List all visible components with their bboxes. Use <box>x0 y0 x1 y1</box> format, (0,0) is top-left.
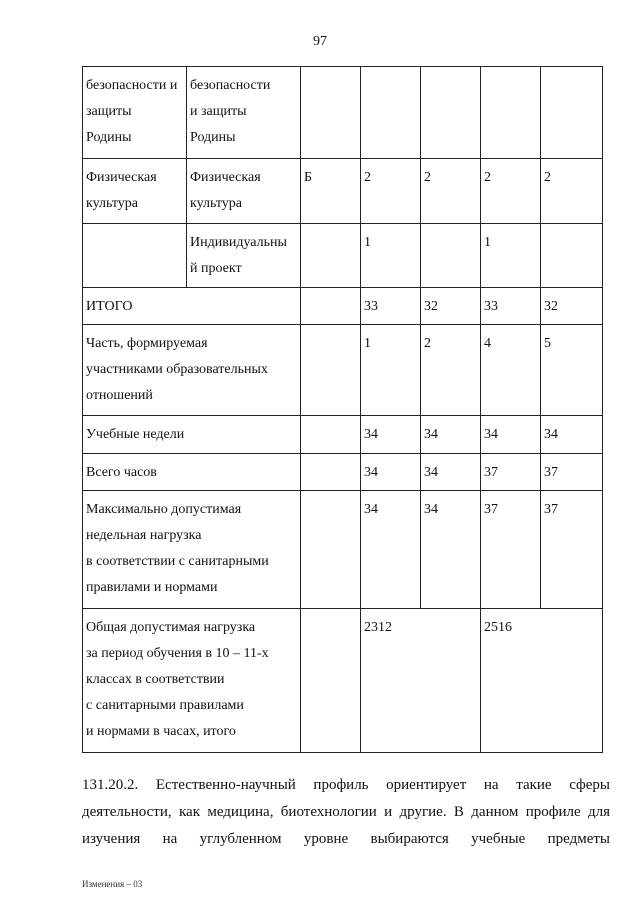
hours-cell: 2 <box>421 325 481 416</box>
hours-cell: 2516 <box>481 609 603 753</box>
hours-cell: 2 <box>541 159 603 224</box>
level-cell <box>301 67 361 159</box>
hours-cell: 34 <box>481 416 541 454</box>
part-formed-label: Часть, формируемая участниками образовательных отношений <box>83 325 301 416</box>
hours-cell <box>541 224 603 288</box>
hours-cell: 32 <box>541 288 603 325</box>
curriculum-table <box>82 66 603 753</box>
hours-cell: 4 <box>481 325 541 416</box>
hours-cell: 5 <box>541 325 603 416</box>
part-formed-row <box>83 325 603 416</box>
hours-cell: 37 <box>481 454 541 491</box>
hours-cell <box>541 67 603 159</box>
level-cell <box>301 609 361 753</box>
study-weeks-row <box>83 416 603 454</box>
hours-cell: 34 <box>421 416 481 454</box>
hours-cell: 2 <box>421 159 481 224</box>
table-row <box>83 224 603 288</box>
page-number: 97 <box>313 34 327 49</box>
level-cell <box>301 416 361 454</box>
hours-cell: 2 <box>361 159 421 224</box>
level-cell <box>301 491 361 609</box>
max-load-row <box>83 491 603 609</box>
hours-cell: 37 <box>481 491 541 609</box>
footer-note: Изменения – 03 <box>82 879 143 889</box>
table-row <box>83 159 603 224</box>
level-cell: Б <box>301 159 361 224</box>
level-cell <box>301 224 361 288</box>
hours-cell: 1 <box>481 224 541 288</box>
hours-cell <box>481 67 541 159</box>
hours-cell: 32 <box>421 288 481 325</box>
subject-area-cell: безопасности и защиты Родины <box>83 67 187 159</box>
total-label: ИТОГО <box>83 288 301 325</box>
hours-cell: 33 <box>481 288 541 325</box>
subject-area-cell <box>83 224 187 288</box>
hours-cell: 34 <box>421 491 481 609</box>
max-load-label: Максимально допустимая недельная нагрузка в соответствии с санитарными правилами и нормами <box>83 491 301 609</box>
total-hours-label: Всего часов <box>83 454 301 491</box>
hours-cell: 34 <box>361 454 421 491</box>
subject-cell: Физическая культура <box>187 159 301 224</box>
table-row <box>83 67 603 159</box>
body-paragraph: 131.20.2. Естественно-научный профиль ориентирует на такие сферы деятельности, как медицина, биотехнологии и другие. В данном профиле для изучения на углубленном уровне выбираются учебные предметы <box>82 777 610 847</box>
hours-cell: 1 <box>361 325 421 416</box>
subject-cell: Индивидуальны й проект <box>187 224 301 288</box>
level-cell <box>301 325 361 416</box>
hours-cell: 34 <box>361 491 421 609</box>
hours-cell: 2 <box>481 159 541 224</box>
hours-cell: 33 <box>361 288 421 325</box>
general-load-label: Общая допустимая нагрузка за период обучения в 10 – 11-х классах в соответствии с санитарными правилами и нормами в часах, итого <box>83 609 301 753</box>
level-cell <box>301 454 361 491</box>
hours-cell <box>361 67 421 159</box>
hours-cell: 1 <box>361 224 421 288</box>
hours-cell: 37 <box>541 491 603 609</box>
hours-cell: 37 <box>541 454 603 491</box>
hours-cell: 34 <box>421 454 481 491</box>
level-cell <box>301 288 361 325</box>
subject-area-cell: Физическая культура <box>83 159 187 224</box>
hours-cell: 34 <box>541 416 603 454</box>
subject-cell: безопасности и защиты Родины <box>187 67 301 159</box>
hours-cell <box>421 224 481 288</box>
study-weeks-label: Учебные недели <box>83 416 301 454</box>
total-row <box>83 288 603 325</box>
hours-cell: 2312 <box>361 609 481 753</box>
total-hours-row <box>83 454 603 491</box>
hours-cell: 34 <box>361 416 421 454</box>
hours-cell <box>421 67 481 159</box>
general-load-row <box>83 609 603 753</box>
